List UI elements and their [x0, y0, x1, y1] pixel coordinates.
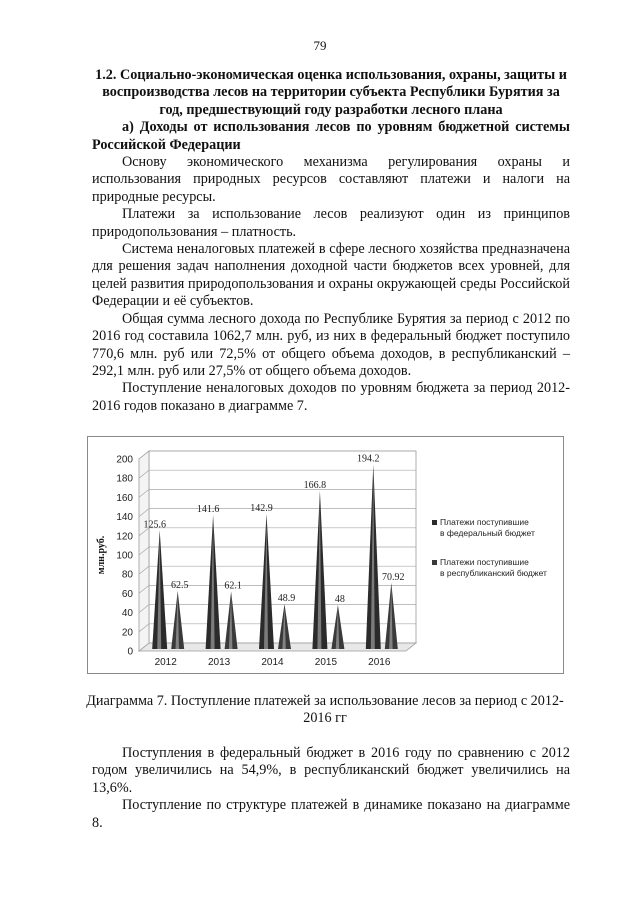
y-tick-label: 140 [116, 512, 133, 524]
data-label: 62.1 [224, 580, 242, 592]
y-tick-label: 160 [116, 492, 133, 504]
paragraph-5: Поступление неналоговых доходов по уровням бюджета за период 2012-2016 годов показано в диаграмме 7. [92, 380, 570, 414]
y-tick-label: 0 [127, 646, 133, 658]
data-label: 48 [334, 593, 345, 605]
legend-label: в республиканский бюджет [440, 568, 547, 578]
cone-chart [88, 437, 563, 673]
paragraph-1: Основу экономического механизма регулирования охраны и использования природных ресурсов составляют платежи и налоги на природные ресурсы. [92, 154, 570, 205]
bottom-text [92, 745, 570, 832]
y-tick-label: 200 [116, 454, 133, 466]
y-axis-label: млн.руб. [96, 535, 107, 575]
legend-label: Платежи поступившие [440, 557, 529, 567]
x-tick-label: 2015 [314, 657, 338, 668]
data-label: 194.2 [357, 453, 380, 465]
legend-label: Платежи поступившие [440, 517, 529, 527]
y-tick-label: 20 [121, 627, 133, 639]
x-tick-label: 2016 [368, 657, 391, 668]
paragraph-3: Система неналоговых платежей в сфере лесного хозяйства предназначена для решения задач наполнения доходной части бюджетов всех уровней, для целей развития природопользования и охраны окружающей среды Российской Федерации и её субъектов. [92, 241, 570, 310]
top-text [92, 67, 570, 415]
paragraph-4: Общая сумма лесного дохода по Республике Бурятия за период с 2012 по 2016 год составила 1062,7 млн. руб, из них в федеральный бюджет поступило 770,6 млн. руб или 72,5% от общего объема доходов, в республиканский – 292,1 млн. руб или 27,5% от общего объема доходов. [92, 310, 570, 379]
paragraph-2: Платежи за использование лесов реализуют один из принципов природопользования – платность. [92, 206, 570, 240]
legend-label: в федеральный бюджет [440, 528, 535, 538]
y-tick-label: 180 [116, 473, 133, 485]
y-tick-label: 80 [121, 569, 133, 581]
page-number: 79 [313, 38, 327, 53]
legend-swatch [432, 520, 437, 525]
subsection-heading: а) Доходы от использования лесов по уровням бюджетной системы Российской Федерации [92, 119, 570, 153]
data-label: 48.9 [277, 593, 296, 605]
section-heading: 1.2. Социально-экономическая оценка использования, охраны, защиты и воспроизводства лесов на территории субъекта Республики Бурятия за год, предшествующий году разработки лесного плана [95, 67, 567, 118]
y-tick-label: 100 [116, 550, 133, 562]
chart-caption: Диаграмма 7. Поступление платежей за использование лесов за период с 2012-2016 гг [86, 693, 564, 727]
paragraph-7: Поступление по структуре платежей в динамике показано на диаграмме 8. [92, 797, 570, 831]
data-label: 70.92 [382, 571, 405, 583]
y-tick-label: 120 [116, 531, 133, 543]
y-tick-label: 40 [121, 608, 133, 620]
x-tick-label: 2014 [261, 657, 284, 668]
data-label: 142.9 [250, 502, 273, 514]
paragraph-6: Поступления в федеральный бюджет в 2016 году по сравнению с 2012 годом увеличились на 54,9%, в республиканский бюджет увеличились на 13,6%. [92, 745, 570, 796]
chart-frame [87, 436, 564, 674]
data-label: 62.5 [170, 580, 189, 591]
y-tick-label: 60 [121, 588, 133, 600]
data-label: 125.6 [143, 519, 166, 531]
data-label: 166.8 [303, 479, 327, 491]
data-label: 141.6 [196, 504, 220, 516]
x-tick-label: 2013 [207, 657, 231, 668]
x-tick-label: 2012 [154, 657, 177, 668]
legend-swatch [432, 560, 437, 565]
